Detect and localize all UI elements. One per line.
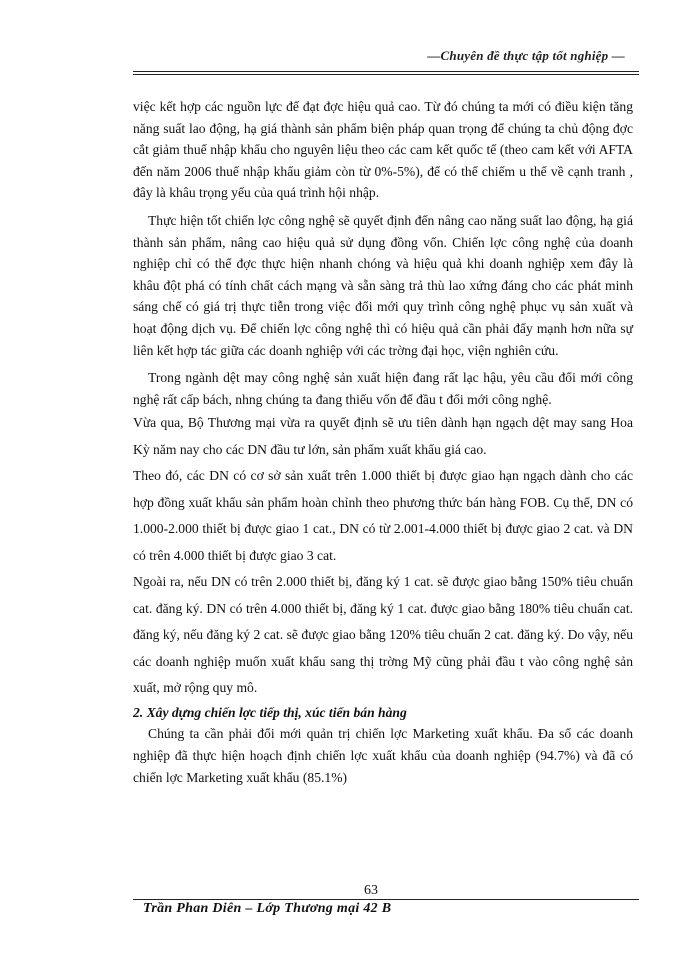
paragraph-7: Chúng ta cần phải đổi mới quản trị chiến lợc Marketing xuất khẩu. Đa số các doanh nghiệp đã thực hiện hoạch định chiến lợc xuất khẩu của doanh nghiệp (94.7%) và đã có chiến lợc Marketing xuất khẩu (85.1%) [133, 726, 633, 785]
paragraph-2: Thực hiện tốt chiến lợc công nghệ sẽ quyết định đến nâng cao năng suất lao động, hạ giá thành sản phẩm, nâng cao hiệu quả sử dụng đồng vốn. Chiến lợc công nghệ của doanh nghiệp chỉ có thể đợc thực hiện nhanh chóng và hiệu quả khi doanh nghiệp xem đây là khâu đột phá có tính chất cách mạng và sẵn sàng trả thù lao xứng đáng cho các phát minh sáng chế có giá trị thực tiễn trong việc đổi mới quy trình công nghệ phục vụ sản xuất và hoạt động dịch vụ. Để chiến lợc công nghệ thì có hiệu quả cần phải đẩy mạnh hơn nữa sự liên kết hợp tác giữa các doanh nghiệp với các trờng đại học, viện nghiên cứu. [133, 212, 633, 358]
paragraph-6: Ngoài ra, nếu DN có trên 2.000 thiết bị, đăng ký 1 cat. sẽ được giao bằng 150% tiêu chuẩn cat. đăng ký. DN có trên 4.000 thiết bị, đăng ký 1 cat. được giao bằng 180% tiêu chuẩn cat. đăng ký, nếu đăng ký 2 cat. sẽ được giao bằng 120% tiêu chuẩn 2 cat. đăng ký. Do vậy, nếu các doanh nghiệp muốn xuất khẩu sang thị trờng Mỹ cũng phải đầu t vào công nghệ sản xuất, mở rộng quy mô. [133, 574, 633, 696]
page-number: 63 [364, 883, 378, 898]
header-rule [133, 71, 639, 72]
page-header [133, 44, 639, 72]
paragraph-5: Theo đó, các DN có cơ sở sản xuất trên 1.000 thiết bị được giao hạn ngạch dành cho các hợp đồng xuất khẩu sản phẩm hoàn chỉnh theo phương thức bán hàng FOB. Cụ thể, DN có 1.000-2.000 thiết bị được giao 1 cat., DN có từ 2.001-4.000 thiết bị được giao 2 cat. và DN có trên 4.000 thiết bị được giao 3 cat. [133, 468, 633, 563]
header-rule-thin [133, 74, 639, 75]
paragraph-4: Vừa qua, Bộ Thương mại vừa ra quyết định sẽ ưu tiên dành hạn ngạch dệt may sang Hoa Kỳ năm nay cho các DN đầu tư lớn, sản phẩm xuất khẩu giá cao. [133, 415, 633, 457]
document-body [133, 96, 633, 788]
paragraph-3: Trong ngành dệt may công nghệ sản xuất hiện đang rất lạc hậu, yêu cầu đổi mới công nghệ rất cấp bách, nhng chúng ta đang thiếu vốn để đầu t đổi mới công nghệ. [133, 370, 633, 407]
paragraph-1: việc kết hợp các nguồn lực để đạt đợc hiệu quả cao. Từ đó chúng ta mới có điều kiện tăng năng suất lao động, hạ giá thành sản phẩm biện pháp quan trọng để chúng ta chủ động đợc cắt giảm thuế nhập khẩu cho nguyên liệu theo các cam kết quốc tế (theo cam kết với AFTA đến năm 2006 thuế nhập khẩu giảm còn từ 0%-5%), để có thể chiếm u thế về cạnh tranh , đây là khâu trọng yếu của quá trình hội nhập. [133, 99, 633, 201]
footer-rule [133, 899, 639, 900]
footer-author: Trần Phan Diên – Lớp Thương mại 42 B [143, 901, 392, 916]
header-title: —Chuyên đề thực tập tốt nghiệp — [427, 48, 625, 63]
section-heading: 2. Xây dựng chiến lợc tiếp thị, xúc tiến bán hàng [133, 704, 407, 720]
